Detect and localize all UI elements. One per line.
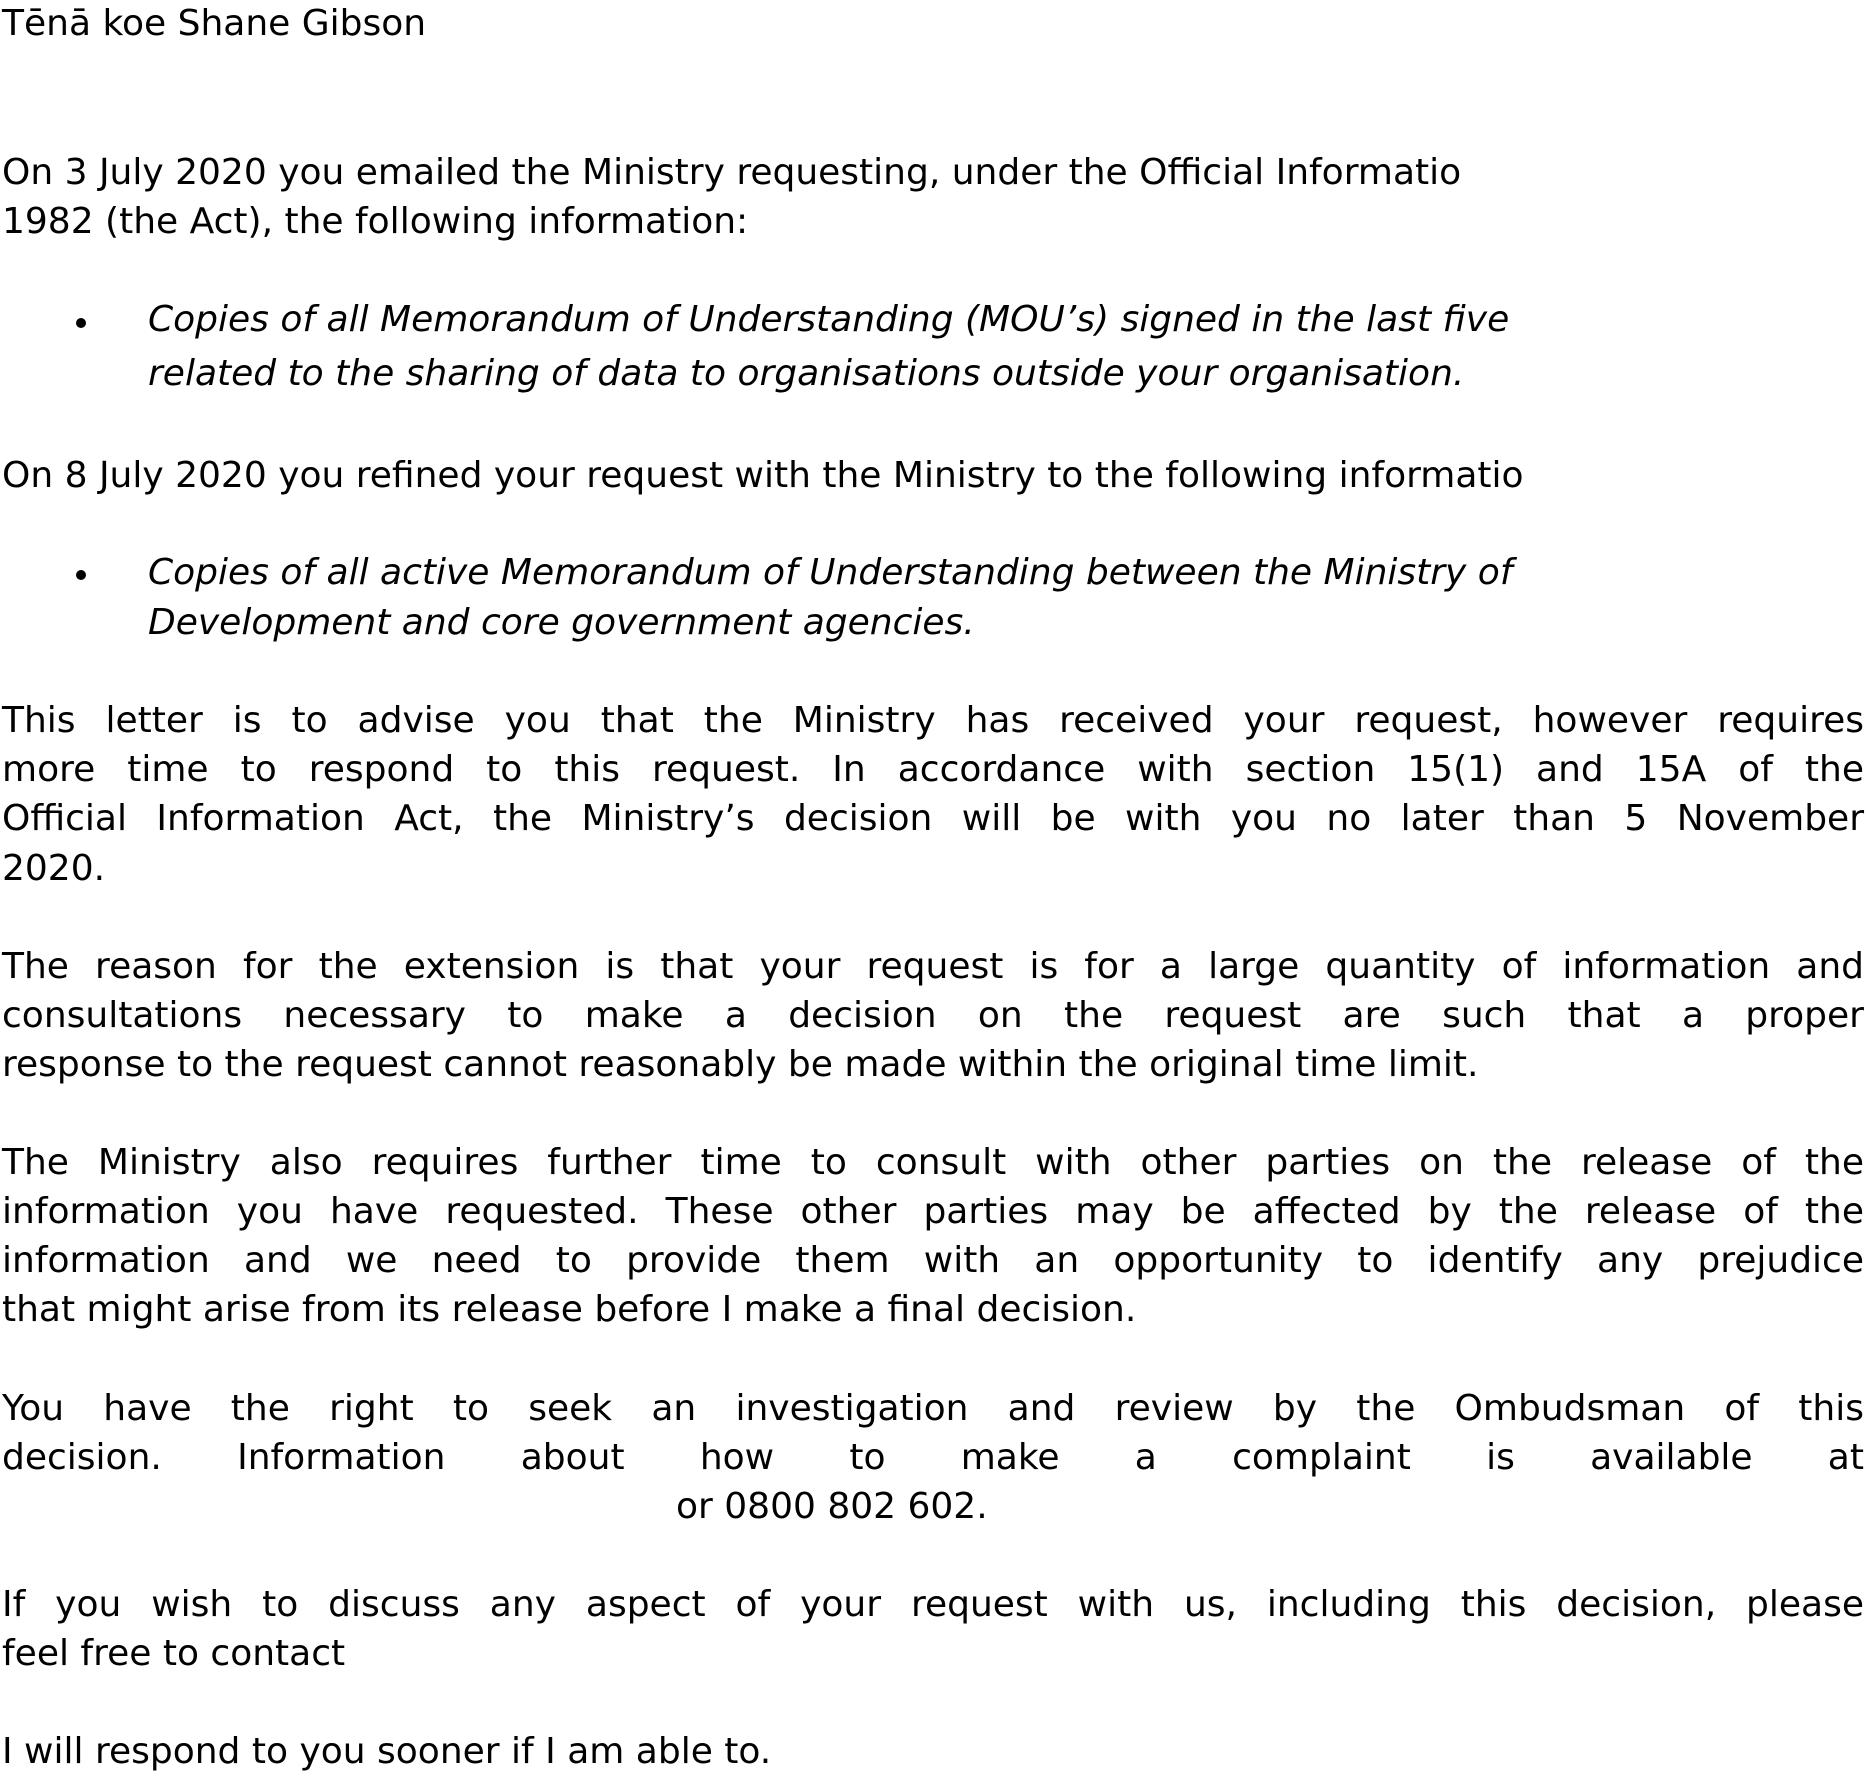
para3-line4: 2020. xyxy=(2,848,106,889)
para2-line1: On 8 July 2020 you refined your request with the Ministry to the following informatio xyxy=(2,455,1524,496)
salutation: Tēnā koe Shane Gibson xyxy=(2,3,427,44)
para5-line3: information and we need to provide them with an opportunity to identify any prejudice xyxy=(2,1240,1864,1281)
para3-line3: Official Information Act, the Ministry’s decision will be with you no later than 5 November xyxy=(2,798,1864,839)
para1-line1: On 3 July 2020 you emailed the Ministry requesting, under the Official Informatio xyxy=(2,152,1462,193)
para5-line1: The Ministry also requires further time to consult with other parties on the release of the xyxy=(2,1142,1864,1183)
bullet-marker xyxy=(76,570,86,580)
bullet1-line1: Copies of all Memorandum of Understanding (MOU’s) signed in the last five xyxy=(148,299,1510,340)
para6-line3: or 0800 802 602. xyxy=(676,1486,988,1527)
para7-line1: If you wish to discuss any aspect of your request with us, including this decision, please xyxy=(2,1584,1864,1625)
para3-line2: more time to respond to this request. In accordance with section 15(1) and 15A of the xyxy=(2,749,1864,790)
bullet2-line2: Development and core government agencies. xyxy=(148,602,975,643)
para3-line1: This letter is to advise you that the Ministry has received your request, however requires xyxy=(2,700,1864,741)
bullet1-line2: related to the sharing of data to organisations outside your organisation. xyxy=(148,353,1465,394)
para4-line3: response to the request cannot reasonably be made within the original time limit. xyxy=(2,1044,1479,1085)
para7-line2: feel free to contact xyxy=(2,1633,346,1674)
para1-line2: 1982 (the Act), the following information: xyxy=(2,201,749,242)
para5-line4: that might arise from its release before I make a final decision. xyxy=(2,1289,1137,1330)
para8-line1: I will respond to you sooner if I am able to. xyxy=(2,1731,772,1772)
para5-line2: information you have requested. These other parties may be affected by the release of the xyxy=(2,1191,1864,1232)
para4-line2: consultations necessary to make a decision on the request are such that a proper xyxy=(2,995,1864,1036)
para6-line2: decision. Information about how to make a complaint is available at xyxy=(2,1437,1864,1478)
bullet2-line1: Copies of all active Memorandum of Understanding between the Ministry of xyxy=(148,552,1513,593)
para4-line1: The reason for the extension is that your request is for a large quantity of information and xyxy=(2,946,1864,987)
bullet-marker xyxy=(76,318,86,328)
para6-line1: You have the right to seek an investigation and review by the Ombudsman of this xyxy=(2,1388,1864,1429)
